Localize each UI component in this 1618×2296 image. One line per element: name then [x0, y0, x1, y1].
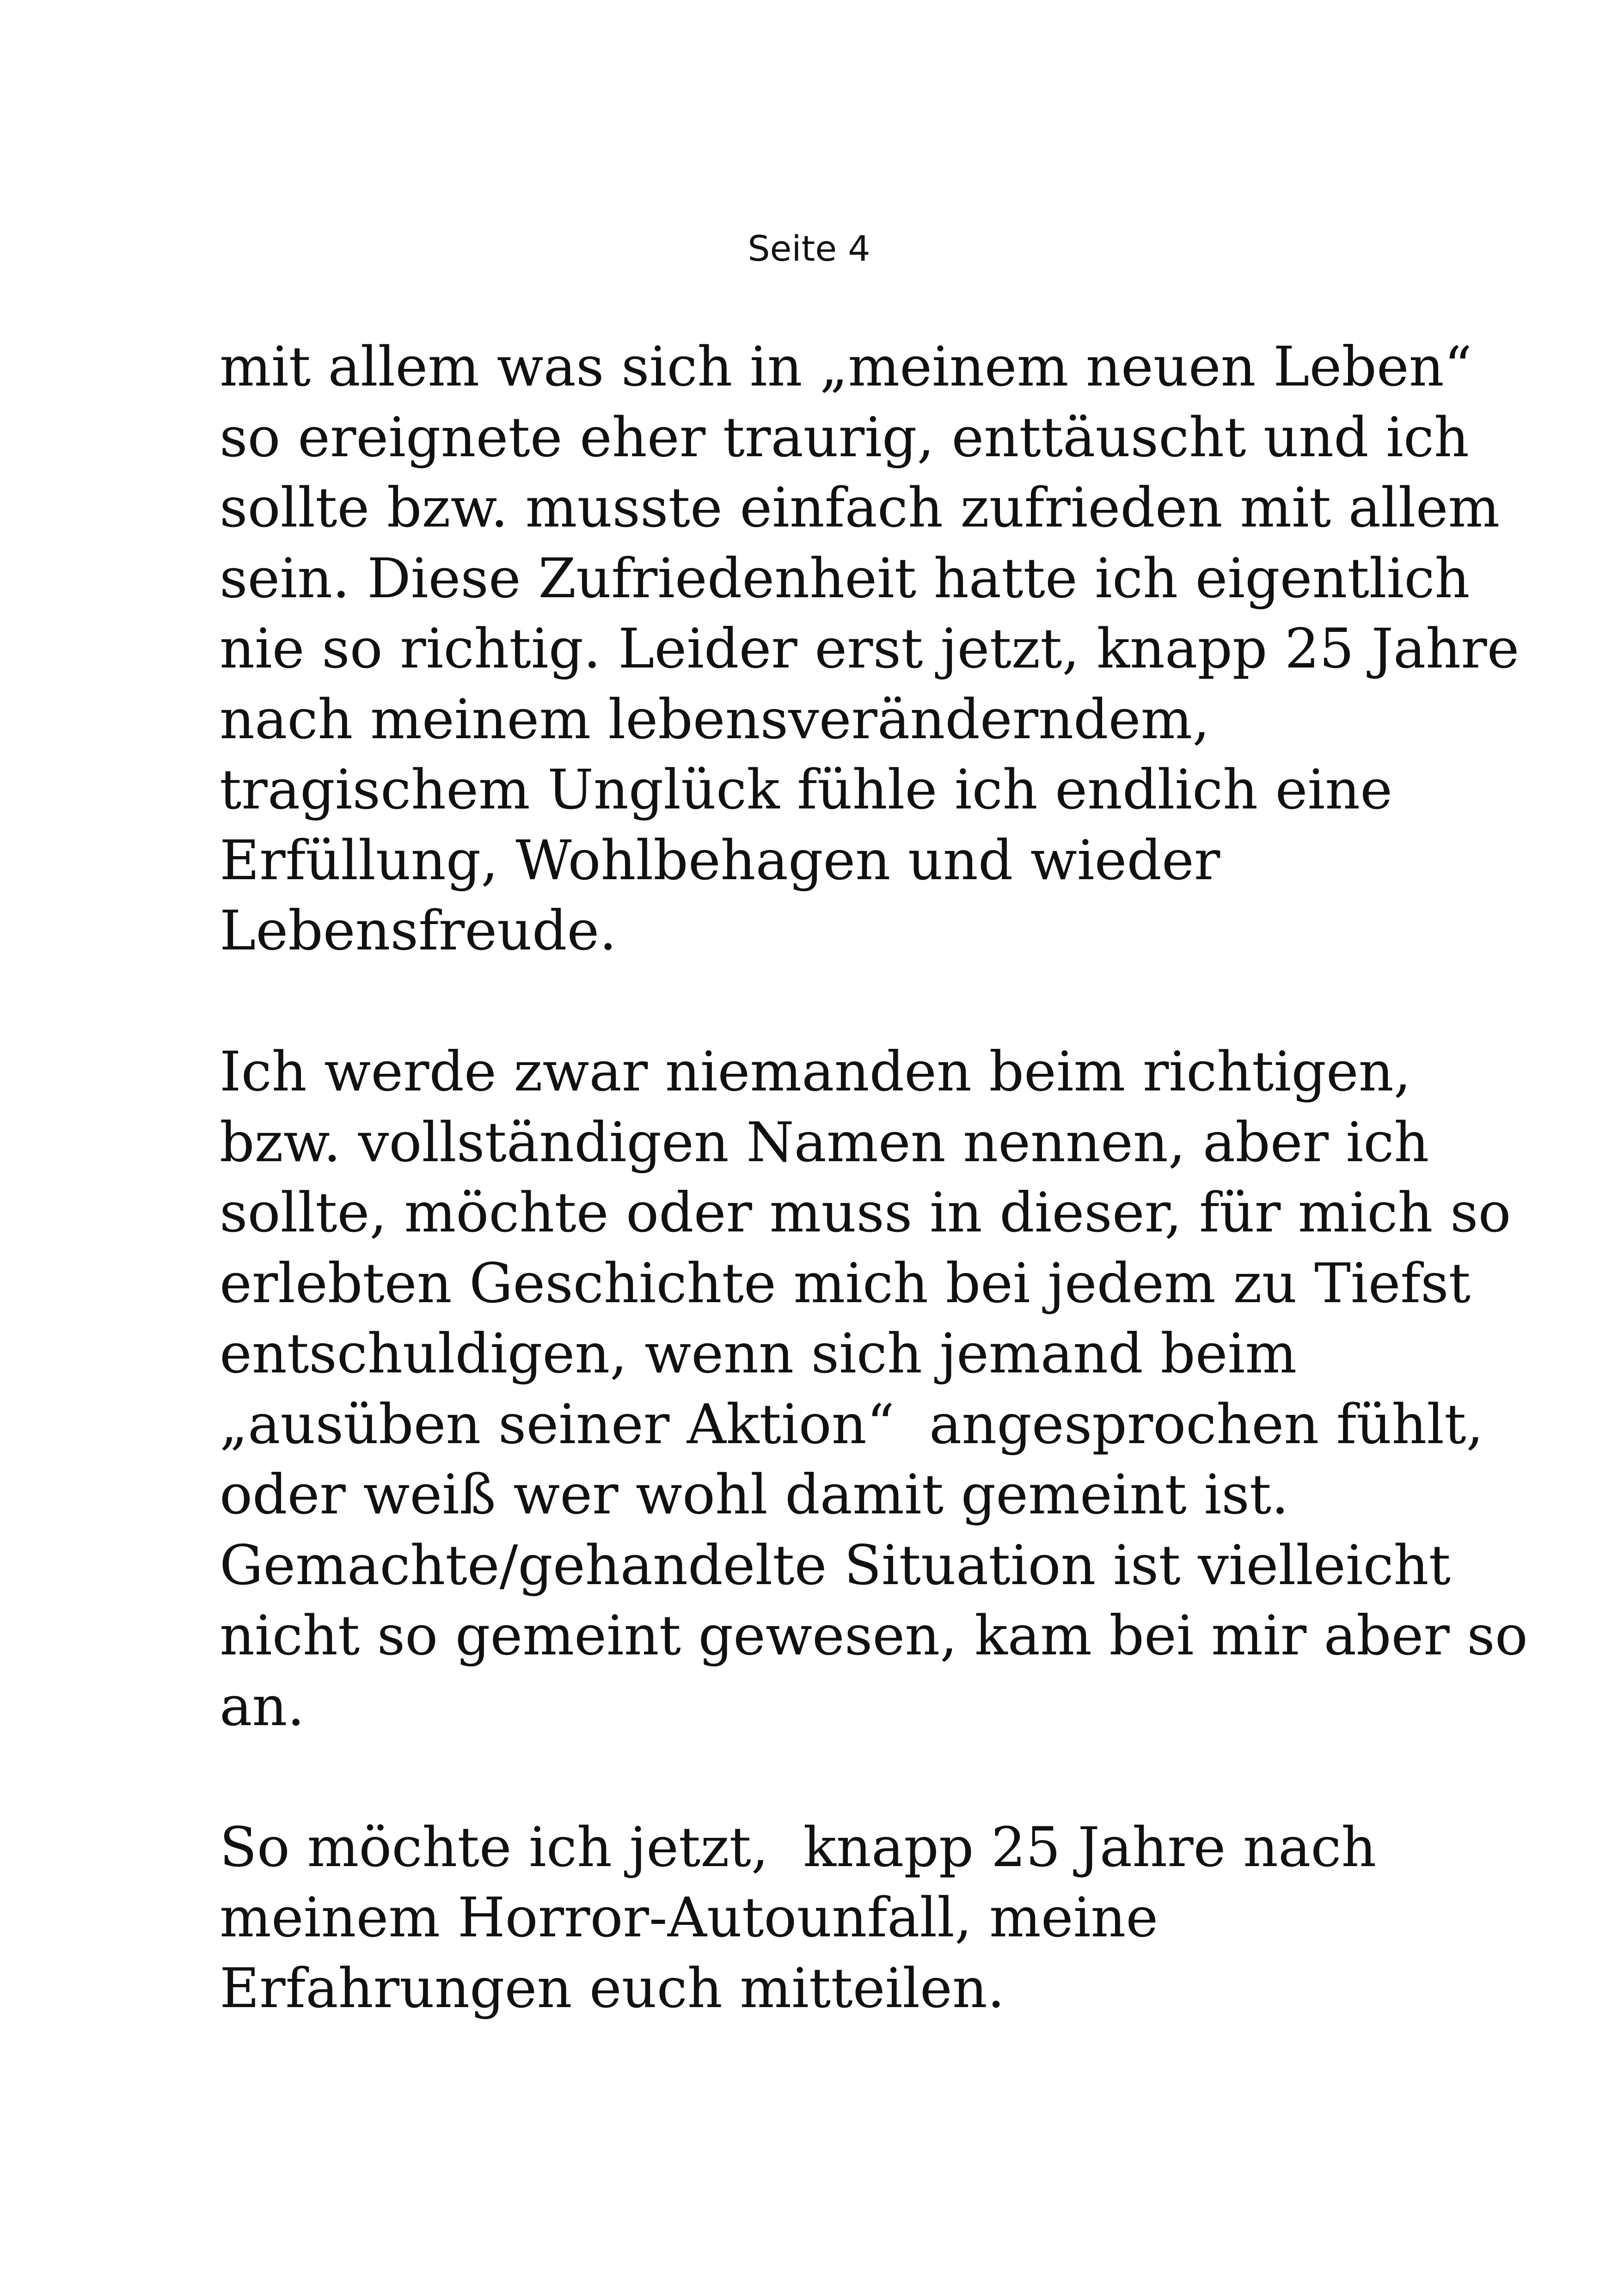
- text-line: Ich werde zwar niemanden beim richtigen,: [220, 1040, 1411, 1103]
- page-number: Seite 4: [748, 228, 870, 269]
- text-line: „ausüben seiner Aktion“ angesprochen fühlt,: [220, 1392, 1484, 1456]
- paragraph-3: [220, 1812, 1468, 2024]
- text-line: nach meinem lebensveränderndem,: [220, 687, 1210, 751]
- paragraph-2: [220, 1036, 1528, 1741]
- text-line: so ereignete eher traurig, enttäuscht und ich: [220, 405, 1469, 469]
- text-line: oder weiß wer wohl damit gemeint ist.: [220, 1463, 1289, 1526]
- text-line: Erfüllung, Wohlbehagen und wieder: [220, 828, 1220, 892]
- text-line: sein. Diese Zufriedenheit hatte ich eigentlich: [220, 546, 1470, 610]
- text-line: Erfahrungen euch mitteilen.: [220, 1956, 1005, 2020]
- text-line: So möchte ich jetzt, knapp 25 Jahre nach: [220, 1815, 1377, 1879]
- text-line: nicht so gemeint gewesen, kam bei mir aber so: [220, 1604, 1528, 1667]
- text-line: sollte, möchte oder muss in dieser, für mich so: [220, 1181, 1511, 1244]
- text-line: entschuldigen, wenn sich jemand beim: [220, 1322, 1297, 1385]
- paragraph-spacer: [220, 966, 1468, 1037]
- text-line: Lebensfreude.: [220, 899, 617, 962]
- text-line: bzw. vollständigen Namen nennen, aber ich: [220, 1110, 1429, 1174]
- body-text: [220, 331, 1528, 2023]
- text-line: sollte bzw. musste einfach zufrieden mit allem: [220, 476, 1500, 539]
- text-line: mit allem was sich in „meinem neuen Leben“: [220, 335, 1472, 398]
- text-line: Gemachte/gehandelte Situation ist vielleicht: [220, 1533, 1451, 1597]
- paragraph-spacer: [220, 1741, 1468, 1812]
- text-line: meinem Horror-Autounfall, meine: [220, 1886, 1158, 1949]
- text-line: erlebten Geschichte mich bei jedem zu Tiefst: [220, 1251, 1471, 1315]
- text-line: an.: [220, 1674, 305, 1738]
- paragraph-1: [220, 331, 1520, 966]
- text-line: tragischem Unglück fühle ich endlich eine: [220, 758, 1393, 821]
- text-line: nie so richtig. Leider erst jetzt, knapp 25 Jahre: [220, 617, 1520, 680]
